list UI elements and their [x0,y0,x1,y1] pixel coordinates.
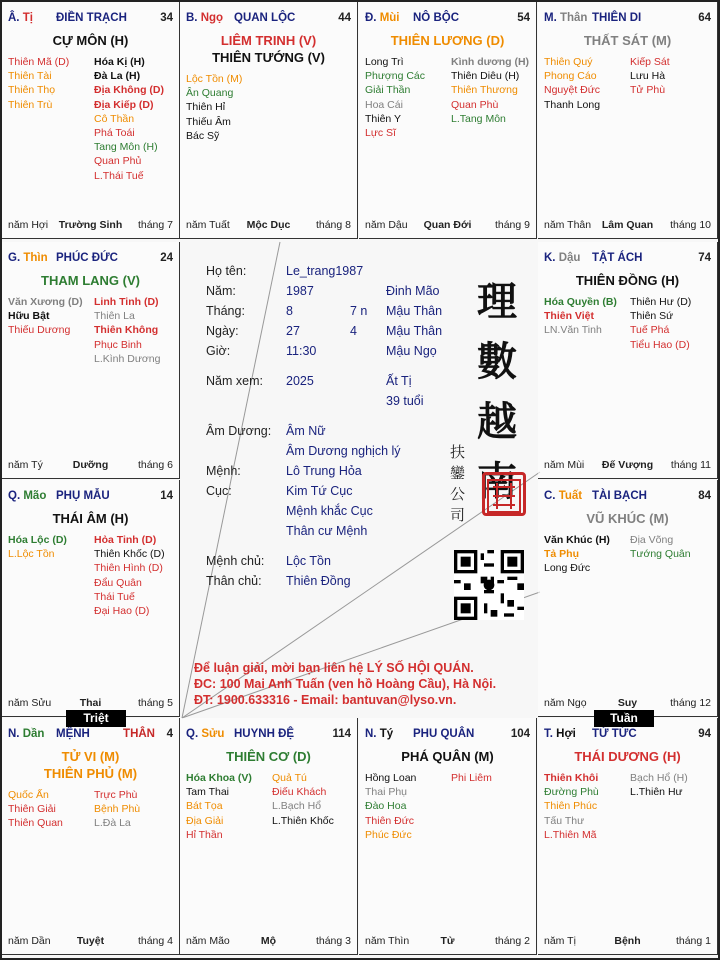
view-year-value: 2025 [286,374,314,388]
palace-footer [544,219,711,232]
palace-year: năm Mùi [544,459,585,471]
palace-footer [8,697,173,710]
main-stars [180,32,357,66]
day-canchi: Mậu Thân [386,324,443,338]
palace-age: 4 [166,728,173,740]
palace-footer [544,697,711,710]
palace-header [8,728,173,742]
palace-cell-than_cell [538,2,718,239]
main-star: LIÊM TRINH (V) [220,33,317,48]
earthly-branch: G. Thìn [8,252,48,264]
left-minor-stars [186,72,242,143]
palace-month: tháng 10 [670,219,711,231]
minor-star: Lưu Hà [630,70,666,83]
palace-year: năm Thân [544,219,592,231]
minor-star: Điếu Khách [272,786,327,799]
than-marker: THÂN [123,728,155,740]
palace-name: TỬ TỨC [592,728,637,740]
amduong-value: Âm Nữ [286,424,326,438]
main-stars [2,32,179,49]
palace-age: 14 [160,490,173,502]
minor-star: Địa Kiếp (D) [94,98,154,111]
year-canchi: Đinh Mão [386,284,440,298]
minor-star: Tiểu Hao (D) [630,338,690,351]
life-stage: Quan Đới [423,219,472,231]
main-stars [538,748,717,765]
hour-canchi: Mậu Ngọ [386,344,437,358]
minor-star: Phá Toái [94,127,135,140]
main-star: TỬ VI (M) [61,749,120,764]
minor-star: Lộc Tồn (M) [186,73,243,85]
minor-star: Thiên La [94,310,135,323]
palace-cell-thin [2,242,180,479]
life-stage: Suy [617,697,638,709]
main-star: VŨ KHÚC (M) [586,511,669,526]
small-calligraphy: 扶鑾公司 [450,443,466,524]
minor-star: Thiên Khôi [544,772,599,784]
minor-star: Quả Tú [272,772,307,784]
palace-year: năm Dần [8,935,51,947]
minor-star: Thiếu Dương [8,324,71,337]
minor-star: Nguyệt Đức [544,84,601,97]
minor-star: Giải Thần [365,84,411,97]
contact-info [194,660,496,708]
month-label: Tháng: [206,304,245,318]
main-star: THIÊN ĐỒNG (H) [575,273,680,288]
minor-star: Thai Phụ [365,786,408,799]
main-stars [2,510,179,527]
main-stars [359,748,536,765]
menh-label: Mệnh: [206,464,241,478]
minor-star: LN.Văn Tinh [544,324,602,337]
minor-star: Trực Phù [94,789,138,801]
contact-phone-email[interactable]: ĐT: 1900.633316 - Email: bantuvan@lyso.vn. [194,693,457,707]
main-star: THẤT SÁT (M) [583,33,672,48]
life-stage: Đế Vượng [601,459,654,471]
minor-star: Thanh Long [544,98,601,111]
palace-month: tháng 9 [494,219,530,231]
palace-age: 114 [332,728,351,740]
age-value: 39 tuổi [386,394,424,408]
center-info-panel [182,242,540,718]
right-minor-stars [630,771,688,799]
main-stars [359,32,536,49]
minor-star: L.Bạch Hổ [272,800,322,813]
main-stars [180,748,357,765]
minor-star: Quốc Ấn [8,789,49,801]
minor-star: Đại Hao (D) [94,605,150,618]
minor-star: Địa Giải [186,814,224,827]
minor-star: Tuế Phá [630,324,670,337]
palace-month: tháng 12 [670,697,711,709]
cuc-label: Cục: [206,484,232,498]
palace-name: QUAN LỘC [234,12,296,24]
palace-year: năm Thìn [365,935,410,947]
year-label: Năm: [206,284,236,298]
life-stage: Bệnh [614,935,641,947]
palace-footer [186,219,351,232]
minor-star: Thiên Hình (D) [94,562,163,575]
qr-code-icon[interactable] [454,550,524,620]
minor-star: L.Thiên Hư [630,786,683,799]
contact-line-1: Để luận giải, mời bạn liên hệ LÝ SỐ HỘI QUÁN. [194,661,474,675]
earthly-branch: Q. Sửu [186,728,225,740]
main-star: THAM LANG (V) [41,273,140,288]
palace-footer [8,459,173,472]
cuc-relation: Mệnh khắc Cục [286,504,373,518]
minor-star: Thiên Tài [8,70,52,83]
minor-star: Kiếp Sát [630,56,670,68]
left-minor-stars [8,295,83,338]
left-minor-stars [365,55,425,140]
minor-star: Hỉ Thần [186,828,223,841]
day-n: 4 [350,324,357,338]
earthly-branch: B. Ngọ [186,12,224,24]
earthly-branch: K. Dậu [544,252,581,264]
palace-cell-mui [359,2,537,239]
left-minor-stars [544,771,599,842]
palace-name: ĐIỀN TRẠCH [56,12,127,24]
minor-star: Văn Xương (D) [8,296,83,308]
right-minor-stars [94,533,165,618]
palace-age: 44 [338,12,351,24]
right-minor-stars [451,55,529,126]
minor-star: Tướng Quân [630,548,691,561]
palace-month: tháng 3 [315,935,351,947]
palace-month: tháng 5 [137,697,173,709]
palace-name: PHỤ MẪU [56,490,110,502]
palace-month: tháng 4 [137,935,173,947]
palace-age: 54 [517,12,530,24]
palace-cell-dau [538,242,718,479]
main-star: PHÁ QUÂN (M) [401,749,494,764]
minor-star: Cô Thần [94,112,135,125]
main-stars [538,272,717,289]
main-star: CỰ MÔN (H) [52,33,129,48]
palace-name: THIÊN DI [592,12,642,24]
minor-star: Phong Cáo [544,70,597,83]
minor-star: Tử Phù [630,84,666,97]
palace-footer [186,935,351,948]
life-stage: Mộc Dục [246,219,291,231]
palace-footer [544,459,711,472]
palace-month: tháng 1 [675,935,711,947]
minor-star: Bác Sỹ [186,129,220,142]
palace-header [365,728,530,742]
hour-value: 11:30 [286,344,317,358]
minor-star: Thái Tuế [94,590,135,603]
left-minor-stars [544,55,600,112]
minor-star: Tang Môn (H) [94,141,158,154]
minor-star: Thiên Hỉ [186,101,226,114]
palace-header [544,252,711,266]
minor-star: Thiên Thọ [8,84,56,97]
minor-star: L.Kình Dương [94,352,161,365]
amduong-label: Âm Dương: [206,424,272,438]
month-n: 7 n [350,304,368,318]
palace-name: PHÚC ĐỨC [56,252,118,264]
minor-star: Quan Phù [451,98,499,111]
amduong-note: Âm Dương nghịch lý [286,444,401,458]
earthly-branch: Â. Tị [8,12,33,24]
main-star: THIÊN CƠ (D) [226,749,311,764]
earthly-branch: C. Tuất [544,490,583,502]
palace-header [365,12,530,26]
minor-star: Tả Phụ [544,548,580,561]
left-minor-stars [544,295,617,338]
palace-cell-hoi [538,718,718,955]
month-value: 8 [286,304,293,318]
minor-star: L.Thiên Mã [544,828,597,841]
palace-header [8,252,173,266]
view-year-label: Năm xem: [206,374,263,388]
right-minor-stars [272,771,334,828]
minor-star: Hóa Kị (H) [94,56,145,68]
palace-cell-mao [2,480,180,717]
minor-star: Bạch Hổ (H) [630,772,688,784]
palace-month: tháng 6 [137,459,173,471]
minor-star: Tấu Thư [544,814,585,827]
main-stars [538,32,717,49]
month-canchi: Mậu Thân [386,304,443,318]
earthly-branch: M. Thân [544,12,588,24]
palace-footer [8,219,173,232]
main-star: THÁI DƯƠNG (H) [574,749,681,764]
year-value: 1987 [286,284,314,298]
minor-star: Ân Quang [186,87,234,100]
palace-cell-ty2 [359,718,537,955]
right-minor-stars [451,771,492,785]
palace-year: năm Tý [8,459,43,471]
minor-star: Tam Thai [186,786,229,799]
main-star: THIÊN TƯỚNG (V) [212,50,325,65]
contact-address: ĐC: 100 Mai Anh Tuấn (ven hồ Hoàng Cầu), Hà Nội. [194,677,497,691]
day-value: 27 [286,324,300,338]
palace-cell-dan [2,718,180,955]
life-stage: Thai [79,697,102,709]
life-stage: Tử [440,935,455,947]
minor-star: Thiên Quý [544,56,593,68]
minor-star: Kình dương (H) [451,56,530,68]
minor-star: Thiên Việt [544,310,594,323]
palace-age: 24 [160,252,173,264]
palace-age: 74 [698,252,711,264]
minor-star: Hóa Lộc (D) [8,534,67,546]
palace-name: TÀI BẠCH [592,490,647,502]
palace-age: 34 [160,12,173,24]
minor-star: Thiên Phúc [544,800,598,813]
hour-label: Giờ: [206,344,231,358]
minor-star: Đường Phù [544,786,599,799]
earthly-branch: Q. Mão [8,490,47,502]
minor-star: L.Thái Tuế [94,169,144,182]
left-minor-stars [8,788,63,831]
minor-star: Thiên Trù [8,98,53,111]
palace-month: tháng 8 [315,219,351,231]
view-year-canchi: Ất Tị [386,374,412,388]
palace-name: TẬT ÁCH [592,252,643,264]
palace-year: năm Mão [186,935,230,947]
life-stage: Tuyệt [76,935,105,947]
minor-star: Thiên Giải [8,803,56,816]
palace-footer [544,935,711,948]
tuan-tag: Tuần [594,710,654,727]
minor-star: Long Đức [544,562,591,575]
minor-star: Thiếu Âm [186,115,231,128]
minor-star: Long Trì [365,56,404,68]
palace-year: năm Tuất [186,219,230,231]
minor-star: Địa Võng [630,534,674,546]
minor-star: Linh Tinh (D) [94,296,159,308]
minor-star: Đà La (H) [94,70,141,83]
minor-star: Quan Phủ [94,155,142,168]
minor-star: Phượng Các [365,70,426,83]
palace-header [544,728,711,742]
left-minor-stars [8,55,69,112]
minor-star: Bệnh Phù [94,803,141,816]
palace-cell-suu [180,718,358,955]
left-minor-stars [365,771,416,842]
earthly-branch: N. Dần [8,728,45,740]
palace-footer [365,219,530,232]
palace-month: tháng 7 [137,219,173,231]
minor-star: Hồng Loan [365,772,417,784]
menhchu-value: Lộc Tồn [286,554,331,568]
minor-star: Thiên Sứ [630,310,674,323]
minor-star: Hóa Khoa (V) [186,772,252,784]
minor-star: Địa Không (D) [94,84,164,97]
palace-name: PHU QUÂN [413,728,475,740]
minor-star: Lực Sĩ [365,127,396,140]
minor-star: L.Lộc Tồn [8,548,55,561]
palace-cell-tuat [538,480,718,717]
cuc-value: Kim Tứ Cục [286,484,353,498]
than-position: Thân cư Mệnh [286,524,368,538]
palace-age: 94 [698,728,711,740]
minor-star: Bát Tọa [186,800,223,813]
left-minor-stars [544,533,610,576]
minor-star: Phục Binh [94,338,142,351]
minor-star: Thiên Y [365,112,401,125]
minor-star: Phi Liêm [451,772,492,784]
left-minor-stars [186,771,252,842]
minor-star: Hữu Bật [8,310,50,323]
main-star: THIÊN LƯƠNG (D) [390,33,505,48]
palace-month: tháng 2 [494,935,530,947]
life-stage: Dưỡng [72,459,109,471]
minor-star: Đẩu Quân [94,576,142,589]
minor-star: Thiên Diêu (H) [451,70,520,83]
minor-star: Thiên Hư (D) [630,296,692,308]
minor-star: L.Tang Môn [451,112,506,125]
palace-name: HUYNH ĐỆ [234,728,295,740]
palace-footer [8,935,173,948]
minor-star: L.Đà La [94,817,131,830]
palace-year: năm Tị [544,935,576,947]
name-value: Le_trang1987 [286,264,364,278]
main-stars [538,510,717,527]
minor-star: Thiên Đức [365,814,415,827]
palace-year: năm Sửu [8,697,52,709]
palace-name: NÔ BỘC [413,12,459,24]
minor-star: Hóa Quyền (B) [544,296,617,308]
palace-cell-ty [2,2,180,239]
earthly-branch: T. Hợi [544,728,576,740]
palace-cell-ngo [180,2,358,239]
palace-age: 64 [698,12,711,24]
palace-year: năm Hợi [8,219,49,231]
main-stars [2,748,179,782]
earthly-branch: N. Tý [365,728,394,740]
life-stage: Trường Sinh [58,219,123,231]
minor-star: Hoa Cái [365,98,403,111]
triet-tag: Triệt [66,710,126,727]
palace-year: năm Ngọ [544,697,587,709]
menh-value: Lô Trung Hỏa [286,464,362,478]
day-label: Ngày: [206,324,239,338]
calligraphy-logo: 理數越南 [477,278,517,505]
life-stage: Mộ [260,935,277,947]
name-label: Họ tên: [206,264,247,278]
minor-star: Hỏa Tinh (D) [94,534,157,546]
palace-age: 104 [510,728,530,740]
thanchu-label: Thân chủ: [206,574,262,588]
thanchu-value: Thiên Đồng [286,574,351,588]
main-star: THIÊN PHỦ (M) [43,766,138,781]
palace-header [8,490,173,504]
life-stage: Lâm Quan [601,219,654,231]
minor-star: Thiên Không [94,324,159,337]
minor-star: Thiên Thương [451,84,518,97]
palace-age: 84 [698,490,711,502]
palace-month: tháng 11 [670,459,711,471]
main-stars [2,272,179,289]
right-minor-stars [630,55,670,98]
minor-star: Thiên Mã (D) [8,56,70,68]
palace-header [544,490,711,504]
left-minor-stars [8,533,67,561]
red-seal-stamp [482,472,526,516]
right-minor-stars [630,295,691,352]
right-minor-stars [630,533,691,561]
right-minor-stars [94,55,164,183]
minor-star: Văn Khúc (H) [544,534,610,546]
palace-header [8,12,173,26]
palace-footer [365,935,530,948]
minor-star: Đào Hoa [365,800,407,813]
minor-star: Phúc Đức [365,828,412,841]
palace-header [186,728,351,742]
minor-star: Thiên Khốc (D) [94,548,165,561]
right-minor-stars [94,295,160,366]
minor-star: Thiên Quan [8,817,63,830]
earthly-branch: Đ. Mùi [365,12,400,24]
menhchu-label: Mệnh chủ: [206,554,265,568]
right-minor-stars [94,788,140,831]
palace-year: năm Dậu [365,219,408,231]
minor-star: L.Thiên Khốc [272,814,334,827]
main-star: THÁI ÂM (H) [52,511,129,526]
palace-header [186,12,351,26]
palace-name: MỆNH [56,728,90,740]
palace-header [544,12,711,26]
